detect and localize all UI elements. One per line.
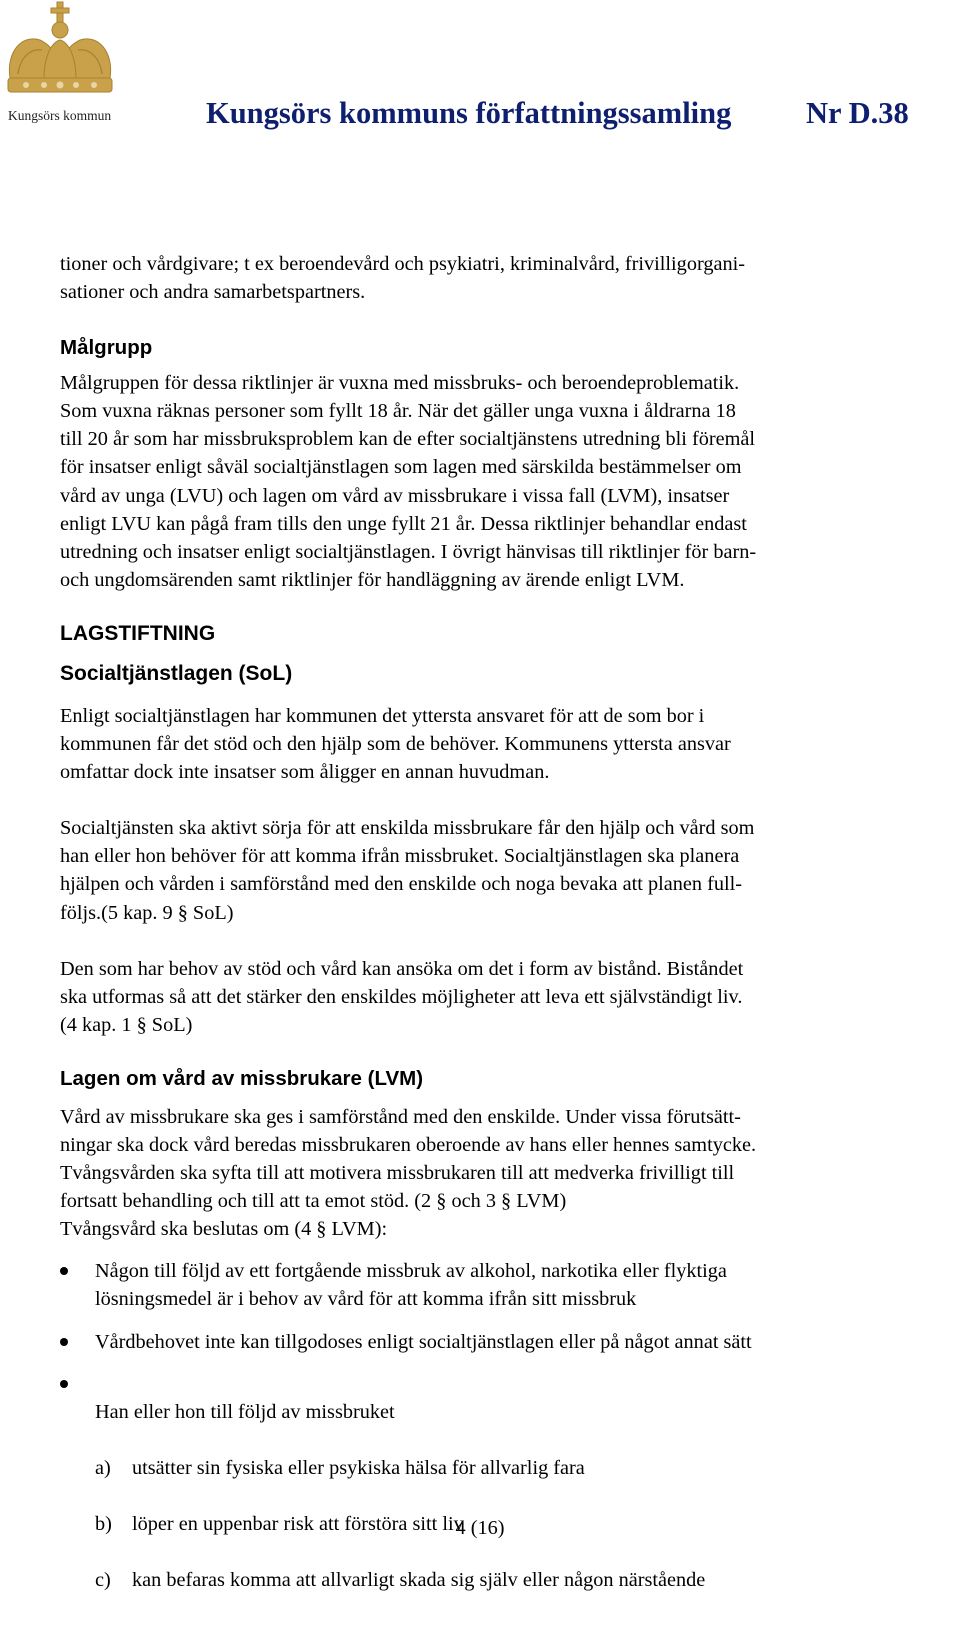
document-body: [60, 250, 905, 1651]
list-item-text: Han eller hon till följd av missbruket: [95, 1400, 395, 1423]
list-item: [60, 1370, 905, 1651]
sub-item-marker: c): [95, 1569, 111, 1592]
list-item: Vårdbehovet inte kan tillgodoses enligt socialtjänstlagen eller på något annat sätt: [60, 1328, 905, 1356]
heading-lvm: Lagen om vård av missbrukare (LVM): [60, 1066, 424, 1090]
municipality-logo: [0, 0, 120, 130]
intro-paragraph: tioner och vårdgivare; t ex beroendevård och psykiatri, kriminalvård, frivilligorgani- sationer och andra samarbetspartners.: [60, 253, 746, 304]
sub-item-marker: b): [95, 1513, 112, 1536]
sol-paragraph-1: Enligt socialtjänstlagen har kommunen det yttersta ansvaret för att de som bor i kommunen får det stöd och den hjälp som de behöver. Kommunens yttersta ansvar omfattar dock inte insatser som åligger en annan huvudman.: [60, 704, 731, 784]
sub-list-item: [95, 1566, 905, 1594]
lvm-paragraph: Vård av missbrukare ska ges i samförstånd med den enskilde. Under vissa förutsätt- ningar ska dock vård beredas missbrukaren oberoende av hans eller hennes samtycke. Tvångsvården ska syfta till att motivera missbrukaren till att medverka frivilligt till fortsatt behandling och till att ta emot stöd. (2 § och 3 § LVM) Tvångsvård ska beslutas om (4 § LVM):: [60, 1105, 757, 1241]
crown-icon: [0, 0, 120, 108]
sub-list-item: [95, 1454, 905, 1482]
sol-paragraph-2: Socialtjänsten ska aktivt sörja för att enskilda missbrukare får den hjälp och vård som han eller hon behöver för att komma ifrån missbruket. Socialtjänstlagen ska planera hjälpen och vården i samförstånd med den enskilde och noga bevaka att planen full- följs.(5 kap. 9 § SoL): [60, 817, 755, 924]
sub-item-text: löper en uppenbar risk att förstöra sitt liv: [132, 1513, 464, 1536]
malgrupp-paragraph: Målgruppen för dessa riktlinjer är vuxna med missbruks- och beroendeproblematik. Som vuxna räknas personer som fyllt 18 år. När det gäller unga vuxna i åldrarna 18 till 20 år som har missbruksproblem kan de efter socialtjänstens utredning bli föremål för insatser enligt såväl socialtjänstlagen som lagen med särskilda bestämmelser om vård av unga (LVU) och lagen om vård av missbrukare i vissa fall (LVM), insatser enligt LVU kan pågå fram tills den unge fyllt 21 år. Dessa riktlinjer behandlar endast utredning och insatser enligt socialtjänstlagen. I övrigt hänvisas till riktlinjer för barn- och ungdomsärenden samt riktlinjer för handläggning av ärende enligt LVM.: [60, 372, 757, 591]
logo-text: Kungsörs kommun: [8, 108, 112, 123]
heading-sol: Socialtjänstlagen (SoL): [60, 661, 293, 685]
sub-item-text: kan befaras komma att allvarligt skada sig själv eller någon närstående: [132, 1569, 706, 1592]
sub-item-text: utsätter sin fysiska eller psykiska hälsa för allvarlig fara: [132, 1456, 585, 1479]
document-number: Nr D.38: [806, 96, 909, 130]
list-item: Någon till följd av ett fortgående missbruk av alkohol, narkotika eller flyktiga lösningsmedel är i behov av vård för att komma ifrån sitt missbruk: [60, 1257, 905, 1313]
heading-lagstiftning: LAGSTIFTNING: [60, 621, 216, 645]
sub-item-marker: a): [95, 1456, 111, 1479]
sol-paragraph-3: Den som har behov av stöd och vård kan ansöka om det i form av bistånd. Biståndet ska utformas så att det stärker den enskildes möjligheter att leva ett självständigt liv. (4 kap. 1 § SoL): [60, 957, 744, 1036]
page-number: 4 (16): [455, 1517, 505, 1539]
heading-malgrupp: Målgrupp: [60, 336, 153, 360]
lvm-criteria-list: [60, 1257, 905, 1650]
publication-title: Kungsörs kommuns författningssamling: [206, 96, 732, 130]
